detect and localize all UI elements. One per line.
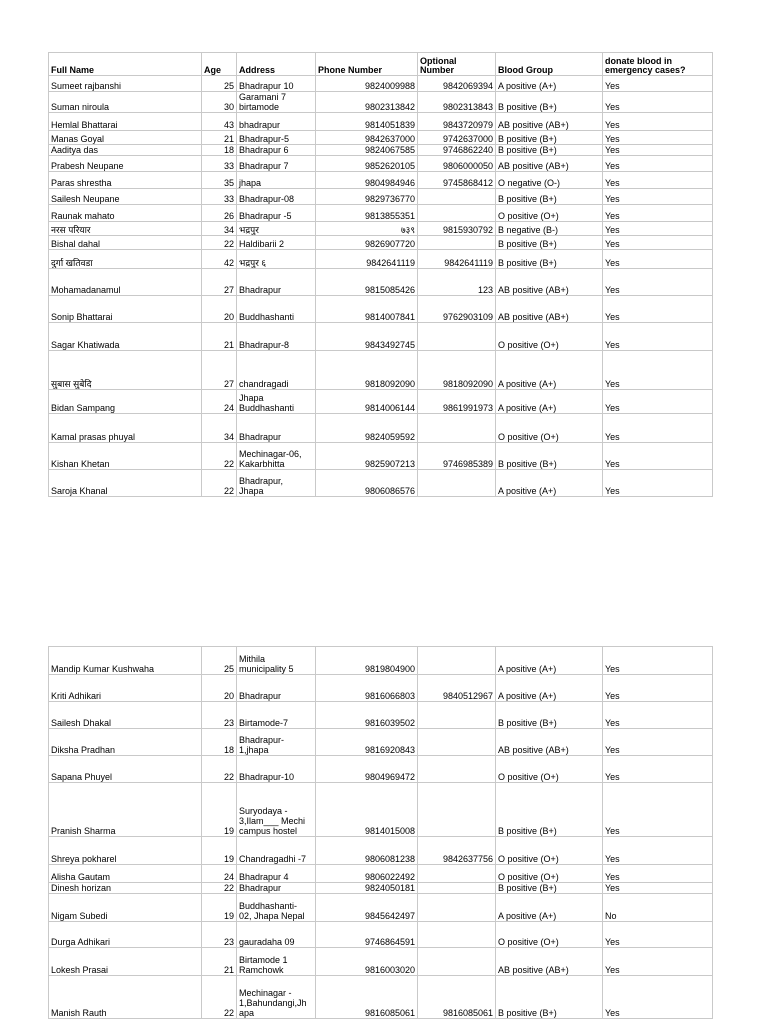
cell-age: 33 [202, 156, 237, 172]
header-age: Age [202, 53, 237, 76]
table-row [49, 205, 713, 222]
cell-age: 19 [202, 837, 237, 865]
cell-donate: Yes [603, 236, 713, 250]
cell-full-name: Kishan Khetan [49, 443, 202, 470]
table-header-row [49, 53, 713, 76]
cell-blood-group: B positive (B+) [496, 131, 603, 145]
cell-donate: Yes [603, 647, 713, 675]
cell-phone: 9845642497 [316, 894, 418, 922]
cell-donate: Yes [603, 323, 713, 351]
cell-address: Mechinagar - 1,Bahundangi,Jh apa [237, 976, 316, 1019]
cell-blood-group: A positive (A+) [496, 390, 603, 414]
cell-full-name: Diksha Pradhan [49, 729, 202, 756]
cell-optional-number [418, 323, 496, 351]
cell-blood-group: AB positive (AB+) [496, 113, 603, 131]
cell-address: Bhadrapur [237, 675, 316, 702]
cell-donate: Yes [603, 296, 713, 323]
table-row [49, 236, 713, 250]
table-row [49, 222, 713, 236]
cell-age: 18 [202, 145, 237, 156]
cell-donate: Yes [603, 269, 713, 296]
cell-optional-number: 9742637000 [418, 131, 496, 145]
cell-age: 21 [202, 131, 237, 145]
cell-address: Bhadrapur 10 [237, 76, 316, 92]
cell-full-name: Manas Goyal [49, 131, 202, 145]
cell-phone: 9802313842 [316, 92, 418, 113]
cell-blood-group: A positive (A+) [496, 647, 603, 675]
cell-blood-group: O positive (O+) [496, 205, 603, 222]
cell-blood-group: B negative (B-) [496, 222, 603, 236]
cell-age: 18 [202, 729, 237, 756]
table-row [49, 894, 713, 922]
cell-age: 24 [202, 865, 237, 883]
table-row [49, 443, 713, 470]
table-row [49, 837, 713, 865]
cell-optional-number [418, 414, 496, 443]
cell-full-name: Bishal dahal [49, 236, 202, 250]
table-row [49, 675, 713, 702]
cell-phone: 9806022492 [316, 865, 418, 883]
cell-blood-group: O positive (O+) [496, 756, 603, 783]
cell-full-name: Sonip Bhattarai [49, 296, 202, 323]
cell-full-name: Sagar Khatiwada [49, 323, 202, 351]
cell-age: 25 [202, 647, 237, 675]
cell-donate: Yes [603, 976, 713, 1019]
cell-age: 25 [202, 76, 237, 92]
cell-phone: 9842637000 [316, 131, 418, 145]
cell-blood-group: O positive (O+) [496, 323, 603, 351]
cell-blood-group: A positive (A+) [496, 675, 603, 702]
cell-full-name: Shreya pokharel [49, 837, 202, 865]
cell-address: Bhadrapur-08 [237, 189, 316, 205]
cell-full-name: Kamal prasas phuyal [49, 414, 202, 443]
cell-address: Birtamode-7 [237, 702, 316, 729]
cell-optional-number [418, 189, 496, 205]
cell-donate: Yes [603, 783, 713, 837]
cell-donate: Yes [603, 470, 713, 497]
cell-optional-number [418, 948, 496, 976]
table-row [49, 390, 713, 414]
cell-optional-number [418, 647, 496, 675]
cell-address: Chandragadhi -7 [237, 837, 316, 865]
cell-phone: 9815085426 [316, 269, 418, 296]
table-row [49, 865, 713, 883]
table-row [49, 131, 713, 145]
cell-address: Bhadrapur 6 [237, 145, 316, 156]
cell-optional-number [418, 729, 496, 756]
cell-full-name: Lokesh Prasai [49, 948, 202, 976]
cell-phone: 9816085061 [316, 976, 418, 1019]
cell-optional-number [418, 922, 496, 948]
cell-donate: Yes [603, 865, 713, 883]
cell-age: 43 [202, 113, 237, 131]
cell-donate: No [603, 894, 713, 922]
table-row [49, 883, 713, 894]
cell-blood-group: B positive (B+) [496, 250, 603, 269]
table-row [49, 113, 713, 131]
cell-donate: Yes [603, 189, 713, 205]
cell-donate: Yes [603, 390, 713, 414]
cell-full-name: Prabesh Neupane [49, 156, 202, 172]
table-row [49, 156, 713, 172]
cell-donate: Yes [603, 414, 713, 443]
cell-blood-group: A positive (A+) [496, 894, 603, 922]
cell-blood-group: O positive (O+) [496, 865, 603, 883]
cell-blood-group: AB positive (AB+) [496, 296, 603, 323]
cell-age: 33 [202, 189, 237, 205]
cell-phone: 9814007841 [316, 296, 418, 323]
cell-address: भद्रपुर [237, 222, 316, 236]
cell-donate: Yes [603, 172, 713, 189]
table-row [49, 296, 713, 323]
cell-blood-group: AB positive (AB+) [496, 729, 603, 756]
cell-phone: 9824050181 [316, 883, 418, 894]
cell-optional-number [418, 470, 496, 497]
cell-phone: 9843492745 [316, 323, 418, 351]
cell-age: 19 [202, 894, 237, 922]
cell-full-name: Raunak mahato [49, 205, 202, 222]
donor-table-1 [48, 52, 713, 497]
cell-phone: 9804969472 [316, 756, 418, 783]
table-row [49, 323, 713, 351]
cell-full-name: Mandip Kumar Kushwaha [49, 647, 202, 675]
cell-donate: Yes [603, 205, 713, 222]
table-row [49, 414, 713, 443]
cell-age: 23 [202, 702, 237, 729]
cell-address: bhadrapur [237, 113, 316, 131]
cell-optional-number: 9746862240 [418, 145, 496, 156]
cell-donate: Yes [603, 948, 713, 976]
cell-blood-group: A positive (A+) [496, 470, 603, 497]
table-row [49, 145, 713, 156]
cell-age: 30 [202, 92, 237, 113]
cell-blood-group: AB positive (AB+) [496, 269, 603, 296]
cell-phone: ७३९ [316, 222, 418, 236]
cell-optional-number: 9842069394 [418, 76, 496, 92]
table-row [49, 351, 713, 390]
table-row [49, 189, 713, 205]
cell-phone: 9816066803 [316, 675, 418, 702]
cell-address: Jhapa Buddhashanti [237, 390, 316, 414]
cell-age: 20 [202, 296, 237, 323]
cell-full-name: Hemlal Bhattarai [49, 113, 202, 131]
cell-age: 22 [202, 976, 237, 1019]
cell-address: Bhadrapur 7 [237, 156, 316, 172]
cell-phone: 9816039502 [316, 702, 418, 729]
cell-donate: Yes [603, 92, 713, 113]
cell-full-name: Saroja Khanal [49, 470, 202, 497]
cell-blood-group: O negative (O-) [496, 172, 603, 189]
cell-phone: 9852620105 [316, 156, 418, 172]
cell-full-name: Durga Adhikari [49, 922, 202, 948]
cell-full-name: Kriti Adhikari [49, 675, 202, 702]
table-row [49, 729, 713, 756]
header-donate: donate blood in emergency cases? [603, 53, 713, 76]
cell-optional-number: 9745868412 [418, 172, 496, 189]
cell-address: Bhadrapur-5 [237, 131, 316, 145]
cell-optional-number: 9816085061 [418, 976, 496, 1019]
cell-optional-number: 9818092090 [418, 351, 496, 390]
cell-address: Bhadrapur [237, 414, 316, 443]
cell-blood-group: AB positive (AB+) [496, 948, 603, 976]
cell-age: 22 [202, 883, 237, 894]
cell-optional-number: 9861991973 [418, 390, 496, 414]
cell-blood-group: O positive (O+) [496, 837, 603, 865]
cell-address: Mechinagar-06, Kakarbhitta [237, 443, 316, 470]
cell-blood-group: B positive (B+) [496, 702, 603, 729]
cell-phone: 9824009988 [316, 76, 418, 92]
cell-full-name: Sumeet rajbanshi [49, 76, 202, 92]
cell-blood-group: B positive (B+) [496, 189, 603, 205]
cell-address: Bhadrapur, Jhapa [237, 470, 316, 497]
header-phone: Phone Number [316, 53, 418, 76]
cell-age: 21 [202, 323, 237, 351]
cell-address: भद्रपुर ६ [237, 250, 316, 269]
cell-phone: 9746864591 [316, 922, 418, 948]
cell-full-name: Pranish Sharma [49, 783, 202, 837]
cell-address: Mithila municipality 5 [237, 647, 316, 675]
cell-full-name: Sailesh Dhakal [49, 702, 202, 729]
cell-optional-number: 9842641119 [418, 250, 496, 269]
cell-full-name: Nigam Subedi [49, 894, 202, 922]
cell-age: 27 [202, 269, 237, 296]
cell-phone: 9804984946 [316, 172, 418, 189]
cell-age: 21 [202, 948, 237, 976]
cell-optional-number: 123 [418, 269, 496, 296]
cell-age: 22 [202, 470, 237, 497]
cell-optional-number: 9843720979 [418, 113, 496, 131]
cell-age: 19 [202, 783, 237, 837]
cell-blood-group: A positive (A+) [496, 351, 603, 390]
table-row [49, 470, 713, 497]
cell-blood-group: B positive (B+) [496, 236, 603, 250]
cell-blood-group: O positive (O+) [496, 922, 603, 948]
cell-phone: 9814015008 [316, 783, 418, 837]
cell-donate: Yes [603, 756, 713, 783]
cell-phone: 9842641119 [316, 250, 418, 269]
table-row [49, 172, 713, 189]
cell-donate: Yes [603, 702, 713, 729]
cell-full-name: नरस परियार [49, 222, 202, 236]
cell-full-name: दुर्गा खतिवडा [49, 250, 202, 269]
cell-address: Bhadrapur [237, 883, 316, 894]
table-row [49, 76, 713, 92]
cell-optional-number [418, 883, 496, 894]
cell-blood-group: B positive (B+) [496, 976, 603, 1019]
header-optional-number: Optional Number [418, 53, 496, 76]
cell-age: 26 [202, 205, 237, 222]
cell-address: Bhadrapur-8 [237, 323, 316, 351]
cell-age: 22 [202, 756, 237, 783]
cell-donate: Yes [603, 443, 713, 470]
cell-optional-number: 9842637756 [418, 837, 496, 865]
cell-phone: 9818092090 [316, 351, 418, 390]
cell-address: Bhadrapur-10 [237, 756, 316, 783]
donor-table-2 [48, 646, 713, 1019]
cell-donate: Yes [603, 156, 713, 172]
cell-full-name: Dinesh horizan [49, 883, 202, 894]
cell-age: 35 [202, 172, 237, 189]
cell-full-name: Alisha Gautam [49, 865, 202, 883]
cell-address: Haldibarii 2 [237, 236, 316, 250]
cell-phone: 9813855351 [316, 205, 418, 222]
cell-blood-group: B positive (B+) [496, 443, 603, 470]
header-full-name: Full Name [49, 53, 202, 76]
cell-full-name: Paras shrestha [49, 172, 202, 189]
cell-phone: 9824059592 [316, 414, 418, 443]
cell-address: Buddhashanti- 02, Jhapa Nepal [237, 894, 316, 922]
cell-blood-group: AB positive (AB+) [496, 156, 603, 172]
table-row [49, 702, 713, 729]
table-row [49, 976, 713, 1019]
table-row [49, 269, 713, 296]
cell-full-name: Manish Rauth [49, 976, 202, 1019]
cell-donate: Yes [603, 131, 713, 145]
cell-optional-number: 9840512967 [418, 675, 496, 702]
cell-age: 34 [202, 414, 237, 443]
cell-full-name: Bidan Sampang [49, 390, 202, 414]
table-row [49, 250, 713, 269]
cell-phone: 9816920843 [316, 729, 418, 756]
cell-optional-number [418, 783, 496, 837]
cell-blood-group: A positive (A+) [496, 76, 603, 92]
cell-full-name: Mohamadanamul [49, 269, 202, 296]
cell-donate: Yes [603, 883, 713, 894]
cell-optional-number [418, 894, 496, 922]
cell-donate: Yes [603, 675, 713, 702]
table-row [49, 948, 713, 976]
cell-blood-group: B positive (B+) [496, 883, 603, 894]
cell-address: gauradaha 09 [237, 922, 316, 948]
cell-donate: Yes [603, 222, 713, 236]
cell-donate: Yes [603, 351, 713, 390]
cell-age: 42 [202, 250, 237, 269]
cell-address: Bhadrapur [237, 269, 316, 296]
cell-donate: Yes [603, 837, 713, 865]
cell-full-name: Suman niroula [49, 92, 202, 113]
cell-optional-number [418, 205, 496, 222]
cell-age: 24 [202, 390, 237, 414]
cell-address: Bhadrapur- 1,jhapa [237, 729, 316, 756]
cell-phone: 9806086576 [316, 470, 418, 497]
table-row [49, 92, 713, 113]
cell-optional-number: 9762903109 [418, 296, 496, 323]
cell-blood-group: O positive (O+) [496, 414, 603, 443]
cell-phone: 9806081238 [316, 837, 418, 865]
cell-address: Buddhashanti [237, 296, 316, 323]
cell-optional-number: 9815930792 [418, 222, 496, 236]
cell-phone: 9824067585 [316, 145, 418, 156]
cell-optional-number [418, 236, 496, 250]
cell-optional-number: 9806000050 [418, 156, 496, 172]
cell-age: 34 [202, 222, 237, 236]
cell-phone: 9814006144 [316, 390, 418, 414]
cell-blood-group: B positive (B+) [496, 783, 603, 837]
cell-phone: 9814051839 [316, 113, 418, 131]
cell-age: 22 [202, 236, 237, 250]
cell-optional-number: 9746985389 [418, 443, 496, 470]
table-row [49, 756, 713, 783]
cell-phone: 9829736770 [316, 189, 418, 205]
cell-age: 20 [202, 675, 237, 702]
cell-address: Bhadrapur -5 [237, 205, 316, 222]
header-blood-group: Blood Group [496, 53, 603, 76]
cell-age: 23 [202, 922, 237, 948]
cell-address: Suryodaya - 3,Ilam___ Mechi campus hostel [237, 783, 316, 837]
cell-optional-number [418, 702, 496, 729]
cell-full-name: Aaditya das [49, 145, 202, 156]
header-address: Address [237, 53, 316, 76]
cell-address: jhapa [237, 172, 316, 189]
cell-full-name: सुबास सुबेदि [49, 351, 202, 390]
cell-age: 27 [202, 351, 237, 390]
cell-address: Birtamode 1 Ramchowk [237, 948, 316, 976]
cell-age: 22 [202, 443, 237, 470]
table-row [49, 922, 713, 948]
cell-address: Garamani 7 birtamode [237, 92, 316, 113]
cell-blood-group: B positive (B+) [496, 145, 603, 156]
cell-donate: Yes [603, 922, 713, 948]
cell-address: Bhadrapur 4 [237, 865, 316, 883]
table-row [49, 647, 713, 675]
cell-optional-number [418, 756, 496, 783]
cell-optional-number [418, 865, 496, 883]
cell-full-name: Sailesh Neupane [49, 189, 202, 205]
cell-address: chandragadi [237, 351, 316, 390]
table-row [49, 783, 713, 837]
cell-donate: Yes [603, 76, 713, 92]
cell-phone: 9825907213 [316, 443, 418, 470]
cell-donate: Yes [603, 145, 713, 156]
cell-phone: 9816003020 [316, 948, 418, 976]
cell-full-name: Sapana Phuyel [49, 756, 202, 783]
cell-phone: 9819804900 [316, 647, 418, 675]
cell-blood-group: B positive (B+) [496, 92, 603, 113]
cell-donate: Yes [603, 729, 713, 756]
cell-donate: Yes [603, 113, 713, 131]
cell-phone: 9826907720 [316, 236, 418, 250]
cell-optional-number: 9802313843 [418, 92, 496, 113]
cell-donate: Yes [603, 250, 713, 269]
